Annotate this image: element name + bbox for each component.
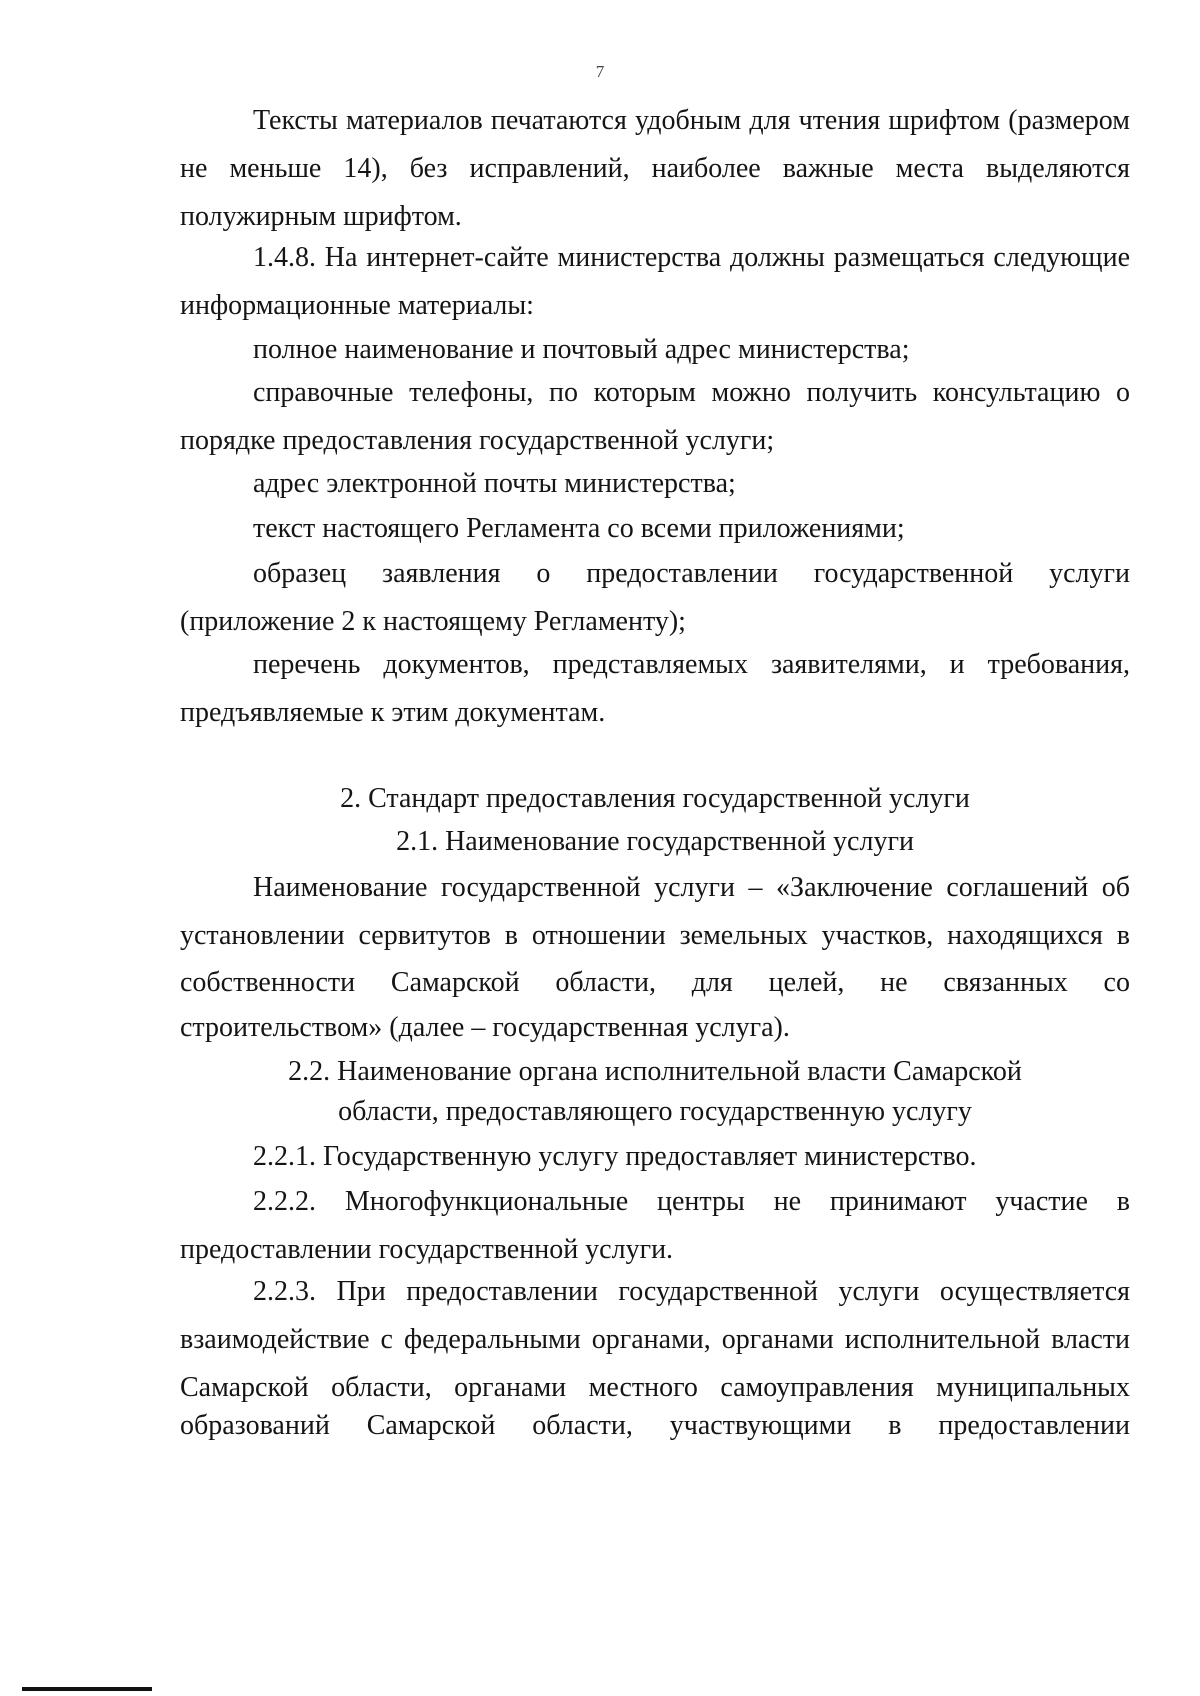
- paragraph-provided-by-ministry: 2.2.1. Государственную услугу предоставляет министерство.: [253, 1141, 977, 1172]
- list-item-regulation-text: текст настоящего Регламента со всеми приложениями;: [253, 513, 905, 544]
- list-item-full-name: полное наименование и почтовый адрес министерства;: [253, 334, 910, 365]
- paragraph-service-name: Наименование государственной услуги – «Заключение соглашений об установлении сервитутов в отношении земельных участков, находящихся в: [180, 872, 1130, 951]
- footer-rule: [22, 1687, 152, 1691]
- page-number: 7: [595, 62, 605, 81]
- list-item-application-sample: образец заявления о предоставлении государственной услуги (приложение 2 к настоящему Регламенту);: [180, 558, 1130, 637]
- list-item-phones: справочные телефоны, по которым можно получить консультацию о порядке предоставления государственной услуги;: [180, 377, 1130, 456]
- list-item-documents: перечень документов, представляемых заявителями, и требования, предъявляемые к этим документам.: [180, 649, 1130, 728]
- paragraph-interaction: 2.2.3. При предоставлении государственной услуги осуществляется взаимодействие с федеральными органами, органами исполнительной власти Самарской области, органами местного самоуправления муниципальных: [180, 1276, 1130, 1403]
- paragraph-mfc: 2.2.2. Многофункциональные центры не принимают участие в предоставлении государственной услуги.: [180, 1186, 1130, 1265]
- subsection-heading-service-name: 2.1. Наименование государственной услуги: [396, 826, 914, 857]
- paragraph-service-name-line4: строительством» (далее – государственная услуга).: [180, 1012, 790, 1043]
- subsection-heading-executive-body: 2.2. Наименование органа исполнительной власти Самарской области, предоставляющего государственную услугу: [288, 1056, 1022, 1127]
- paragraph-fonts: Тексты материалов печатаются удобным для чтения шрифтом (размером не меньше 14), без исправлений, наиболее важные места выделяются полужирным шрифтом.: [180, 105, 1130, 232]
- section-heading-standard: 2. Стандарт предоставления государственной услуги: [340, 783, 970, 814]
- paragraph-website-materials: 1.4.8. На интернет-сайте министерства должны размещаться следующие информационные материалы:: [180, 242, 1130, 321]
- list-item-email: адрес электронной почты министерства;: [253, 468, 736, 499]
- paragraph-interaction-last-line: образований Самарской области, участвующими в предоставлении: [180, 1410, 1130, 1441]
- paragraph-service-name-line3: собственности Самарской области, для целей, не связанных со: [180, 967, 1130, 998]
